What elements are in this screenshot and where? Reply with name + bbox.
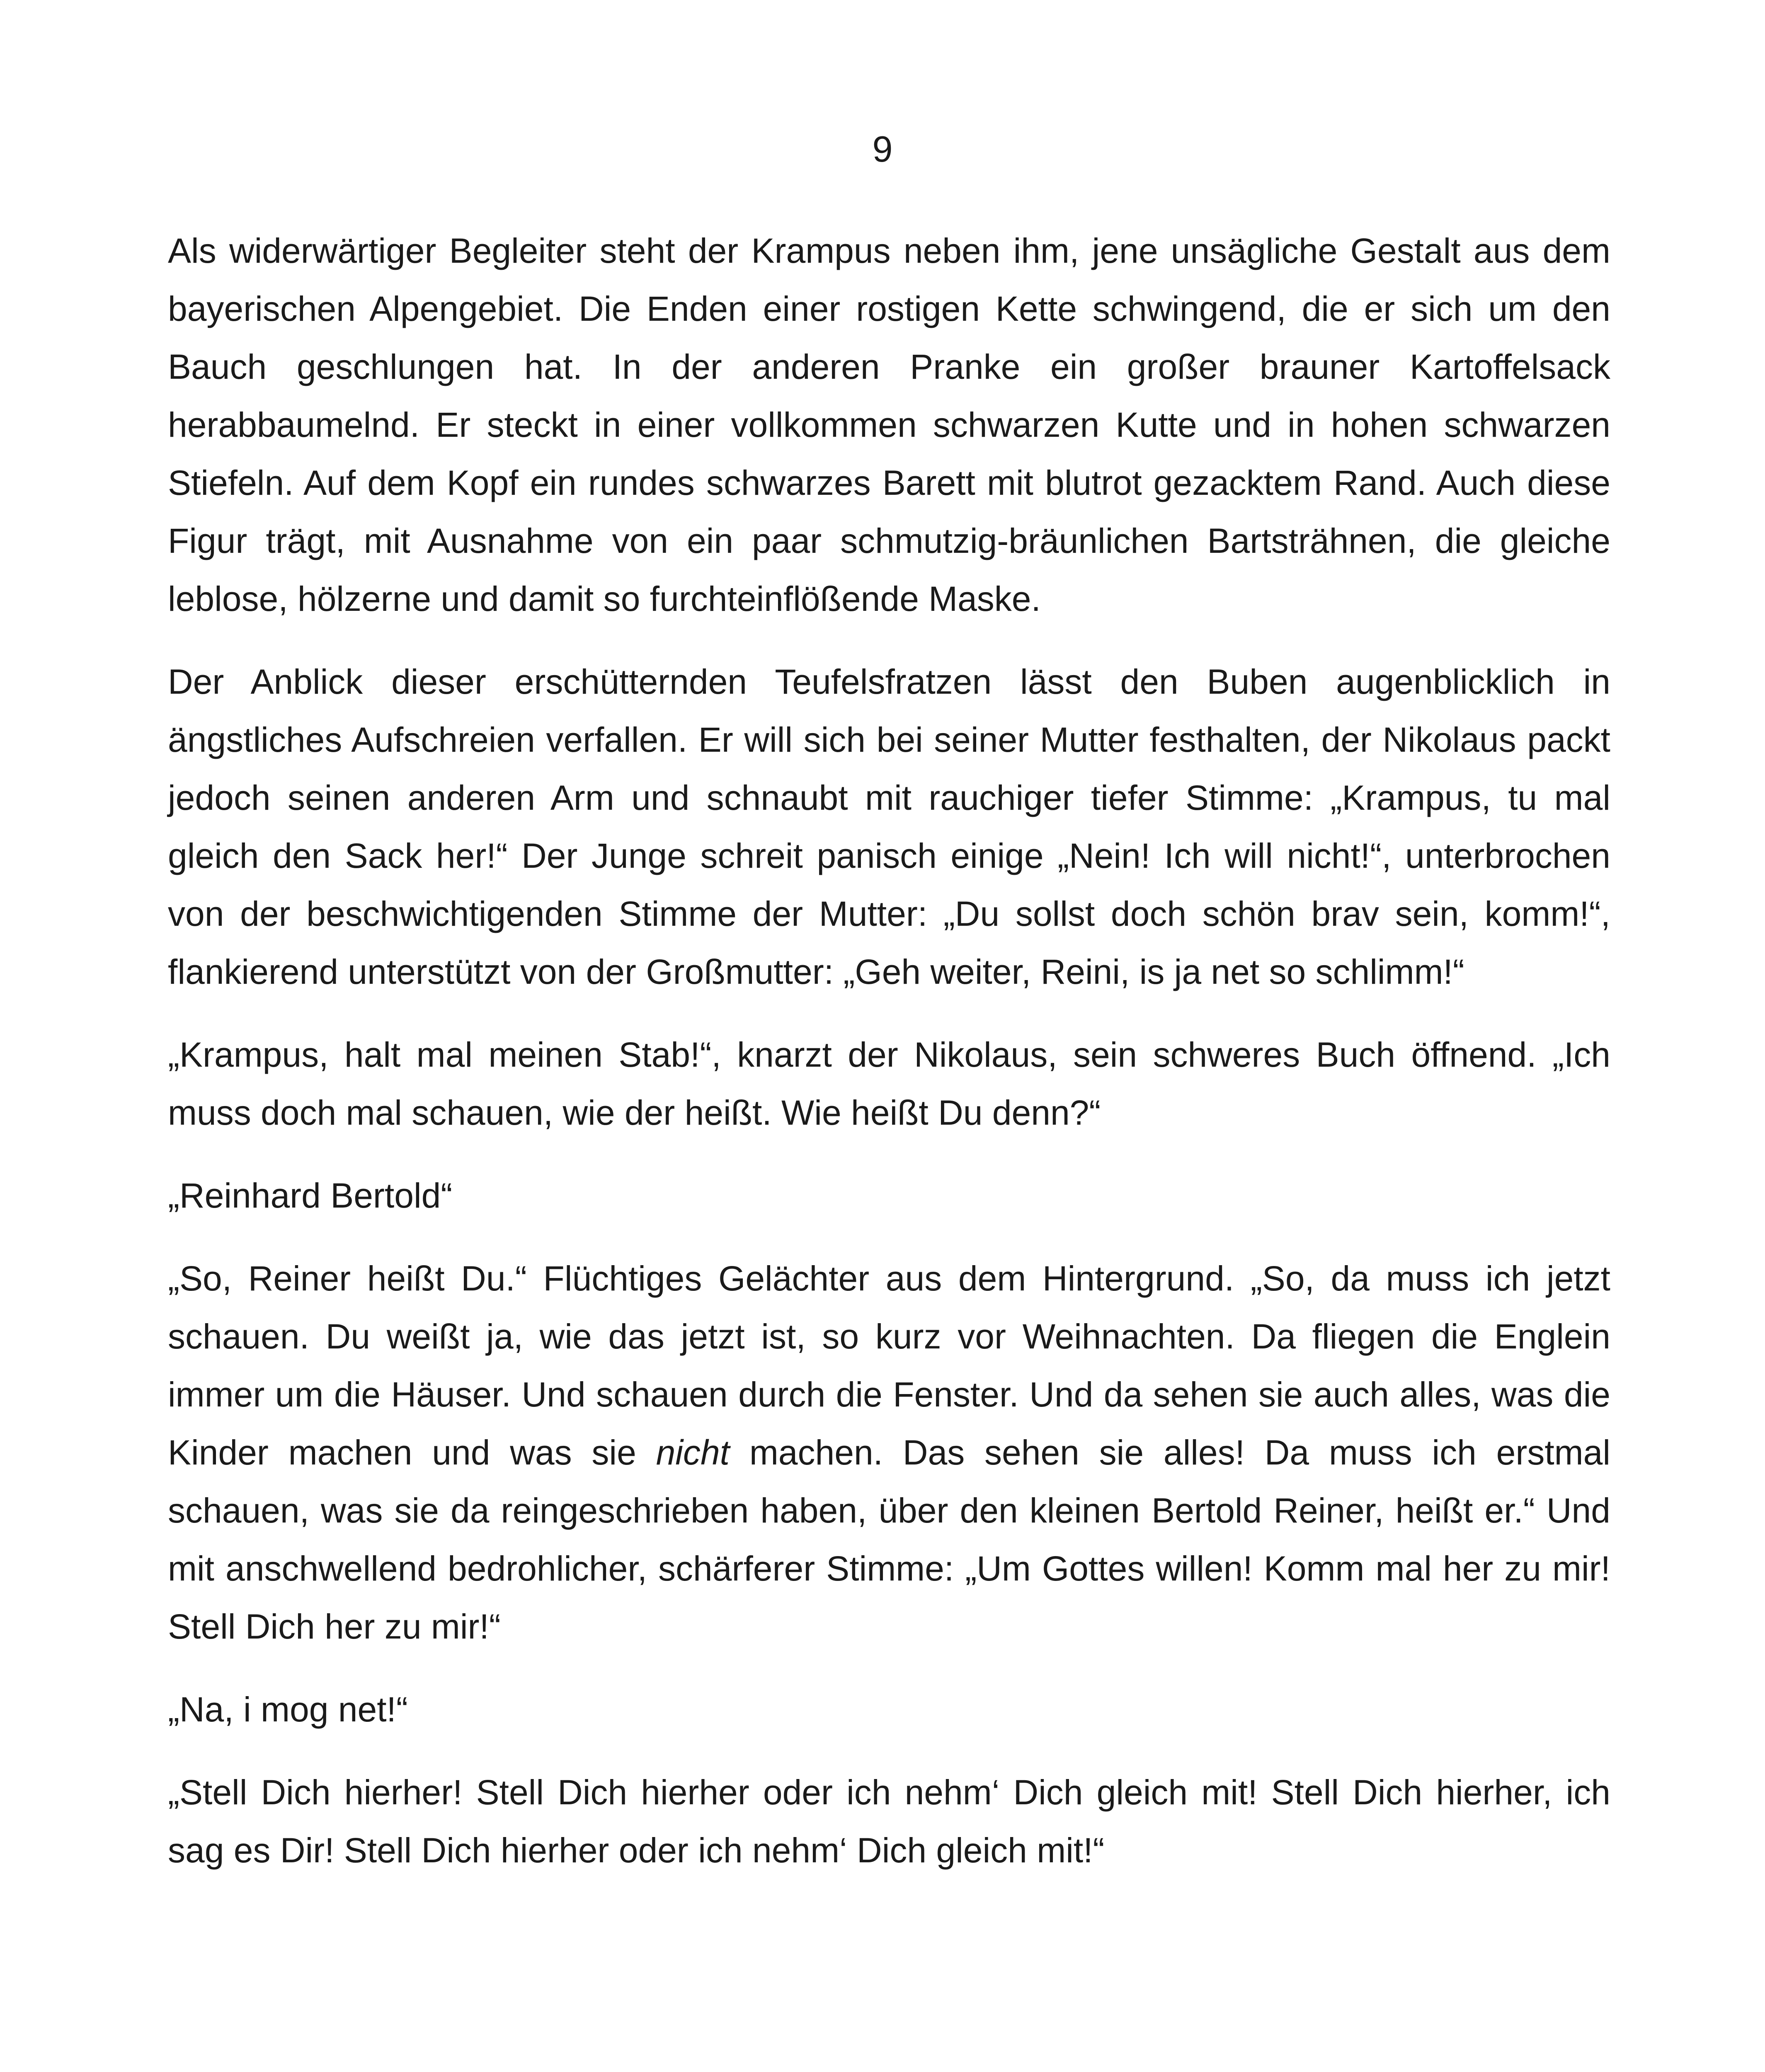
- paragraph-5-part-2: machen. Das sehen sie alles! Da muss ich erstmal schauen, was sie da reingeschrieben haben, über den kleinen Bertold Reiner, heißt er.“ Und mit anschwellend bedrohlicher, schärferer Stimme: „Um Gottes willen! Komm mal her zu mir! Stell Dich her zu mir!“: [168, 1433, 1611, 1646]
- paragraph-6: „Na, i mog net!“: [168, 1690, 408, 1729]
- paragraph-4: „Reinhard Bertold“: [168, 1176, 453, 1215]
- paragraph-1: Als widerwärtiger Begleiter steht der Krampus neben ihm, jene unsägliche Gestalt aus dem bayerischen Alpengebiet. Die Enden einer rostigen Kette schwingend, die er sich um den Bauch geschlungen hat. In der anderen Pranke ein großer brauner Kartoffelsack herabbaumelnd. Er steckt in einer vollkommen schwarzen Kutte und in hohen schwarzen Stiefeln. Auf dem Kopf ein rundes schwarzes Barett mit blutrot gezacktem Rand. Auch diese Figur trägt, mit Ausnahme von ein paar schmutzig-bräunlichen Bartsträhnen, die gleiche leblose, hölzerne und damit so furchteinflößende Maske.: [168, 231, 1610, 618]
- paragraph-2: Der Anblick dieser erschütternden Teufelsfratzen lässt den Buben augenblicklich in ängstliches Aufschreien verfallen. Er will sich bei seiner Mutter festhalten, der Nikolaus packt jedoch seinen anderen Arm und schnaubt mit rauchiger tiefer Stimme: „Krampus, tu mal gleich den Sack her!“ Der Junge schreit panisch einige „Nein! Ich will nicht!“, unterbrochen von der beschwichtigenden Stimme der Mutter: „Du sollst doch schön brav sein, komm!“, flankierend unterstützt von der Großmutter: „Geh weiter, Reini, is ja net so schlimm!“: [168, 662, 1610, 991]
- paragraph-5-part-1: „So, Reiner heißt Du.“ Flüchtiges Gelächter aus dem Hintergrund. „So, da muss ich jetzt schauen. Du weißt ja, wie das jetzt ist, so kurz vor Weihnachten. Da fliegen die Englein immer um die Häuser. Und schauen durch die Fenster. Und da sehen sie auch alles, was die Kinder machen und was sie: [168, 1259, 1610, 1472]
- paragraph-5: [168, 1249, 1610, 1656]
- paragraph-7: „Stell Dich hierher! Stell Dich hierher oder ich nehm‘ Dich gleich mit! Stell Dich hierher, ich sag es Dir! Stell Dich hierher oder ich nehm‘ Dich gleich mit!“: [168, 1773, 1610, 1870]
- paragraph-5-italic: nicht: [656, 1433, 730, 1472]
- body-text: [168, 222, 1610, 1904]
- page-number: 9: [872, 128, 893, 169]
- paragraph-3: „Krampus, halt mal meinen Stab!“, knarzt der Nikolaus, sein schweres Buch öffnend. „Ich muss doch mal schauen, wie der heißt. Wie heißt Du denn?“: [168, 1035, 1610, 1132]
